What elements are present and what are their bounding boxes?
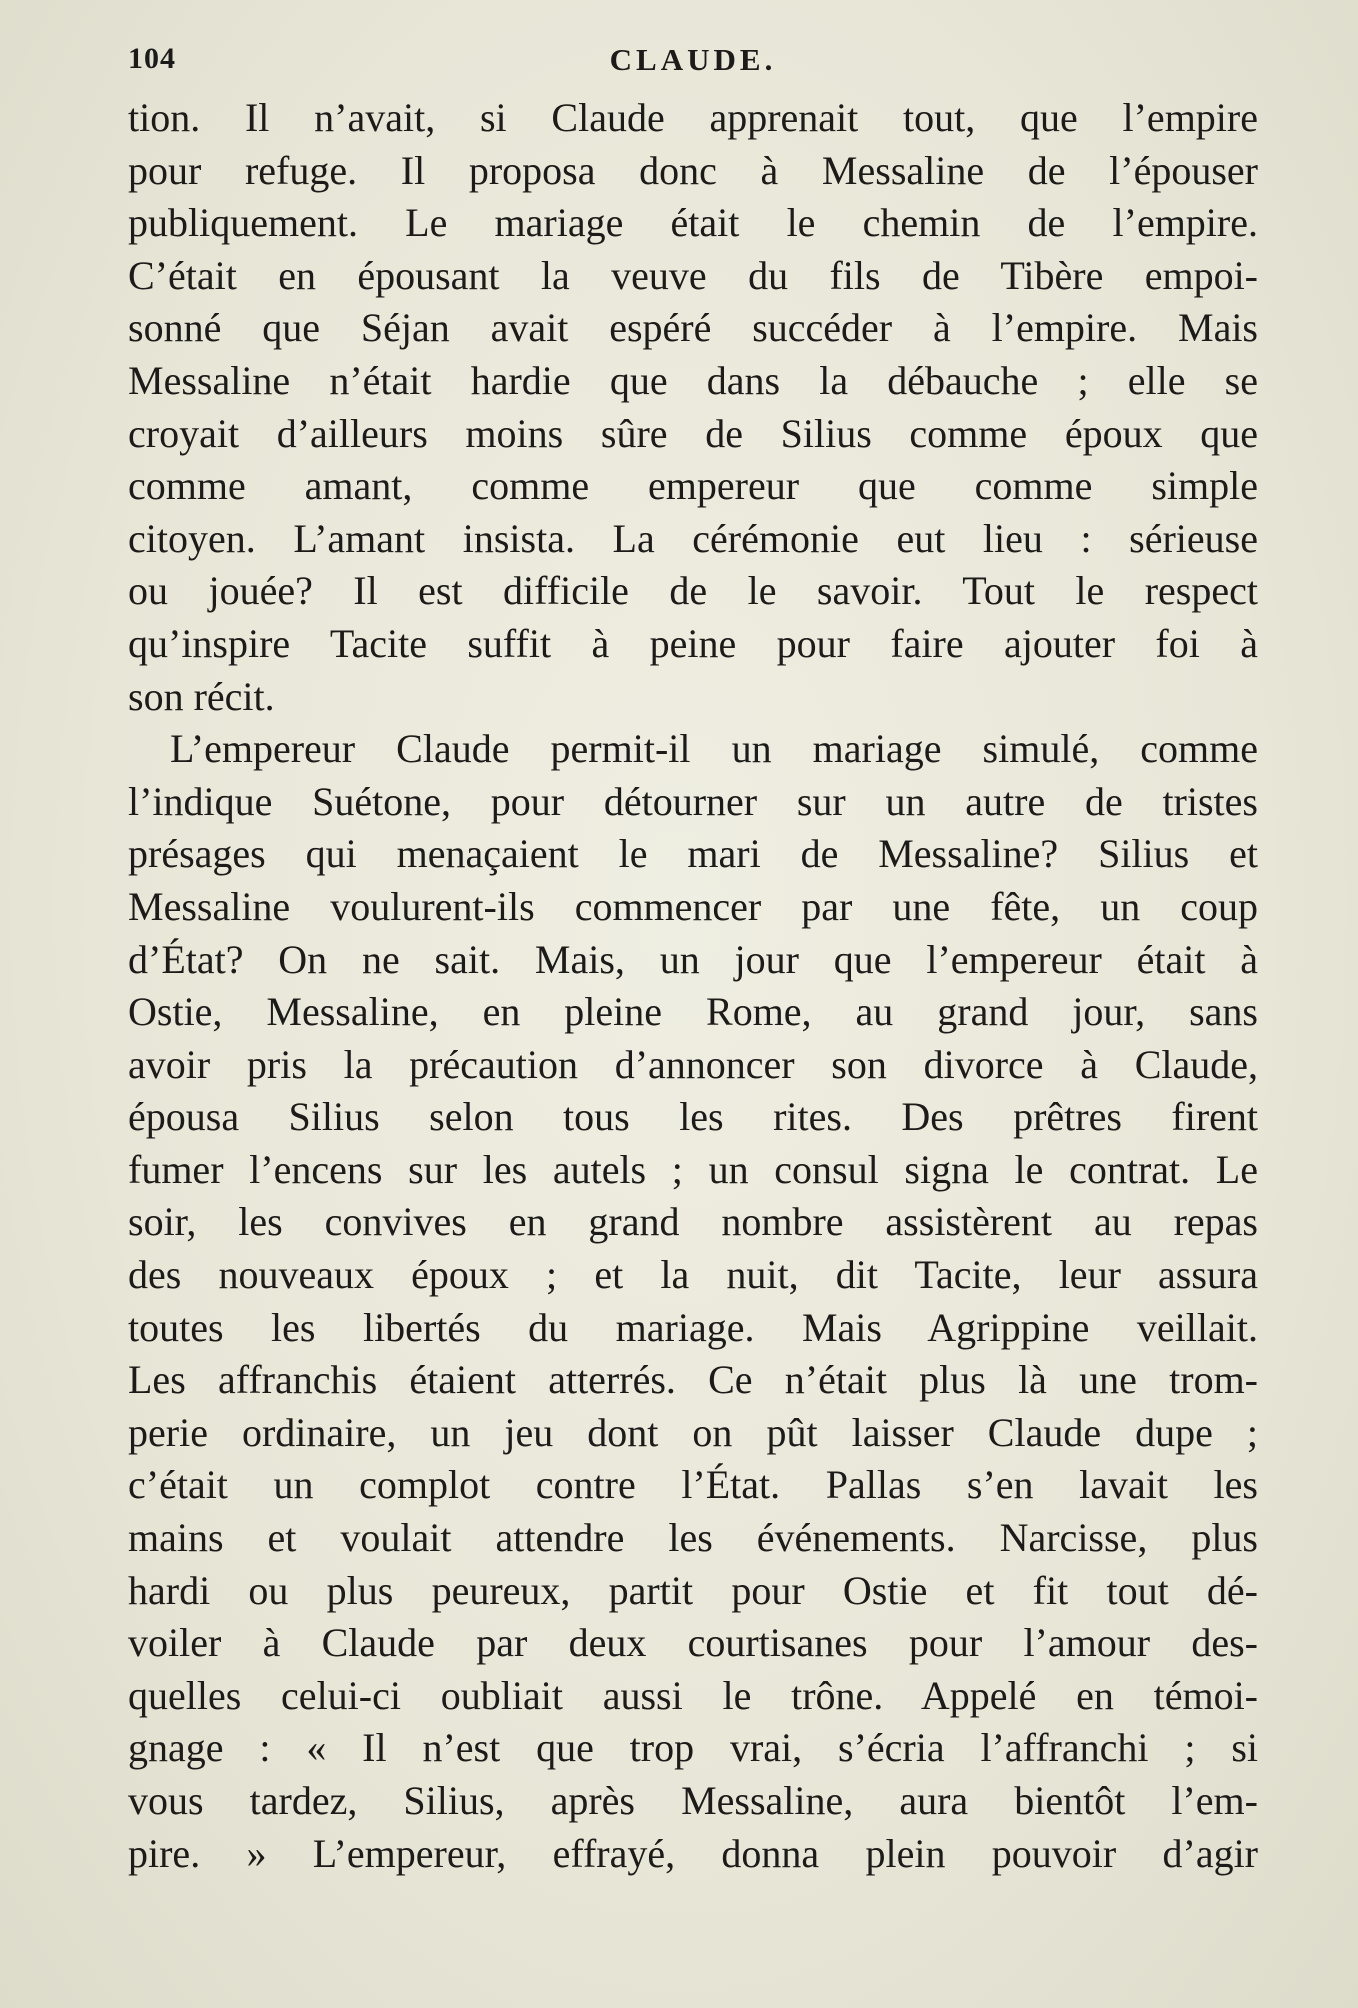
text-line: fumer l’encens sur les autels ; un consul signa le contrat. Le bbox=[128, 1146, 1258, 1192]
text-line: soir, les convives en grand nombre assistèrent au repas bbox=[128, 1199, 1258, 1245]
text-line: avoir pris la précaution d’annoncer son divorce à Claude, bbox=[128, 1041, 1258, 1087]
text-line: Ostie, Messaline, en pleine Rome, au grand jour, sans bbox=[128, 989, 1258, 1035]
page-number: 104 bbox=[128, 42, 176, 75]
paragraph-start-line: L’empereur Claude permit-il un mariage simulé, comme bbox=[170, 726, 1258, 772]
text-line: voiler à Claude par deux courtisanes pour l’amour des- bbox=[128, 1620, 1258, 1666]
text-line: quelles celui-ci oubliait aussi le trône. Appelé en témoi- bbox=[128, 1672, 1258, 1718]
text-line: Les affranchis étaient atterrés. Ce n’était plus là une trom- bbox=[128, 1357, 1258, 1403]
text-line: qu’inspire Tacite suffit à peine pour faire ajouter foi à bbox=[128, 620, 1258, 666]
text-line: C’était en épousant la veuve du fils de Tibère empoi- bbox=[128, 252, 1258, 298]
page-header bbox=[128, 42, 1258, 82]
text-line: tion. Il n’avait, si Claude apprenait tout, que l’empire bbox=[128, 95, 1258, 140]
text-line: croyait d’ailleurs moins sûre de Silius comme époux que bbox=[128, 410, 1258, 456]
text-line: publiquement. Le mariage était le chemin de l’empire. bbox=[128, 200, 1258, 246]
text-line: des nouveaux époux ; et la nuit, dit Tacite, leur assura bbox=[128, 1252, 1258, 1298]
running-title: CLAUDE. bbox=[609, 42, 777, 77]
text-line: citoyen. L’amant insista. La cérémonie eut lieu : sérieuse bbox=[128, 515, 1258, 561]
text-line: Messaline n’était hardie que dans la débauche ; elle se bbox=[128, 357, 1258, 403]
text-line: vous tardez, Silius, après Messaline, aura bientôt l’em- bbox=[128, 1778, 1258, 1823]
paragraph-end-line: son récit. bbox=[128, 673, 275, 719]
text-line: hardi ou plus peureux, partit pour Ostie et fit tout dé- bbox=[128, 1567, 1258, 1613]
text-line: c’était un complot contre l’État. Pallas s’en lavait les bbox=[128, 1462, 1258, 1508]
text-line: ou jouée? Il est difficile de le savoir. Tout le respect bbox=[128, 568, 1258, 614]
text-line: sonné que Séjan avait espéré succéder à l’empire. Mais bbox=[128, 305, 1258, 351]
text-line: épousa Silius selon tous les rites. Des prêtres firent bbox=[128, 1094, 1258, 1140]
text-line: mains et voulait attendre les événements. Narcisse, plus bbox=[128, 1515, 1258, 1561]
text-line: perie ordinaire, un jeu dont on pût laisser Claude dupe ; bbox=[128, 1409, 1258, 1455]
body-text bbox=[128, 92, 1258, 1880]
text-line: pour refuge. Il proposa donc à Messaline de l’épouser bbox=[128, 147, 1258, 193]
text-line: l’indique Suétone, pour détourner sur un autre de tristes bbox=[128, 778, 1258, 824]
text-line: pire. » L’empereur, effrayé, donna plein pouvoir d’agir bbox=[128, 1830, 1258, 1876]
text-line: toutes les libertés du mariage. Mais Agrippine veillait. bbox=[128, 1304, 1258, 1350]
text-line: Messaline voulurent-ils commencer par une fête, un coup bbox=[128, 883, 1258, 929]
text-line: présages qui menaçaient le mari de Messaline? Silius et bbox=[128, 831, 1258, 877]
text-line: gnage : « Il n’est que trop vrai, s’écria l’affranchi ; si bbox=[128, 1725, 1258, 1771]
text-line: comme amant, comme empereur que comme simple bbox=[128, 463, 1258, 509]
text-line: d’État? On ne sait. Mais, un jour que l’empereur était à bbox=[128, 936, 1258, 982]
